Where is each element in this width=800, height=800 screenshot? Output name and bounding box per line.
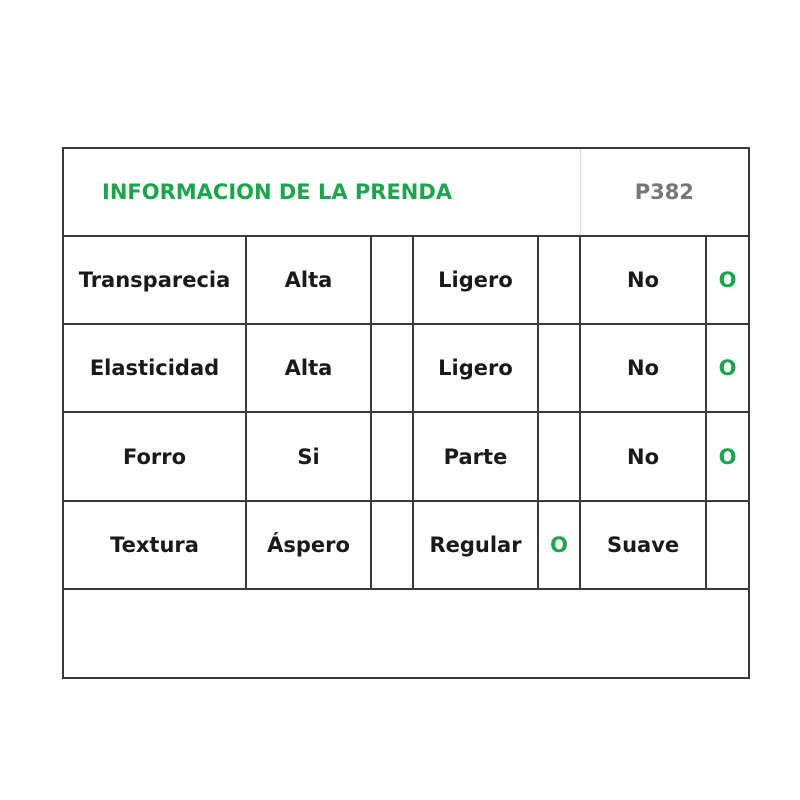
empty-notes-row bbox=[63, 589, 749, 678]
option-cell: No bbox=[580, 236, 706, 324]
attribute-label: Elasticidad bbox=[63, 324, 246, 412]
selection-mark bbox=[538, 412, 580, 500]
selection-mark bbox=[538, 324, 580, 412]
option-cell: Alta bbox=[246, 236, 371, 324]
selection-mark bbox=[371, 412, 413, 500]
table-row bbox=[63, 501, 749, 589]
option-cell: Regular bbox=[413, 501, 538, 589]
selection-mark bbox=[371, 501, 413, 589]
option-cell: No bbox=[580, 412, 706, 500]
selection-mark bbox=[371, 236, 413, 324]
table-row bbox=[63, 324, 749, 412]
selection-mark: O bbox=[706, 236, 749, 324]
option-cell: Alta bbox=[246, 324, 371, 412]
selection-mark bbox=[371, 324, 413, 412]
garment-info-table bbox=[62, 147, 750, 679]
header-row bbox=[63, 148, 749, 236]
option-cell: Ligero bbox=[413, 236, 538, 324]
option-cell: Áspero bbox=[246, 501, 371, 589]
option-cell: No bbox=[580, 324, 706, 412]
option-cell: Parte bbox=[413, 412, 538, 500]
sheet-title: INFORMACION DE LA PRENDA bbox=[63, 148, 580, 236]
garment-info-sheet bbox=[62, 147, 748, 679]
attribute-label: Transparecia bbox=[63, 236, 246, 324]
option-cell: Ligero bbox=[413, 324, 538, 412]
selection-mark: O bbox=[538, 501, 580, 589]
attribute-label: Textura bbox=[63, 501, 246, 589]
selection-mark bbox=[706, 501, 749, 589]
option-cell: Si bbox=[246, 412, 371, 500]
attribute-label: Forro bbox=[63, 412, 246, 500]
option-cell: Suave bbox=[580, 501, 706, 589]
selection-mark bbox=[538, 236, 580, 324]
selection-mark: O bbox=[706, 324, 749, 412]
table-row bbox=[63, 236, 749, 324]
empty-notes-cell bbox=[63, 589, 749, 678]
selection-mark: O bbox=[706, 412, 749, 500]
table-row bbox=[63, 412, 749, 500]
garment-code: P382 bbox=[580, 148, 749, 236]
